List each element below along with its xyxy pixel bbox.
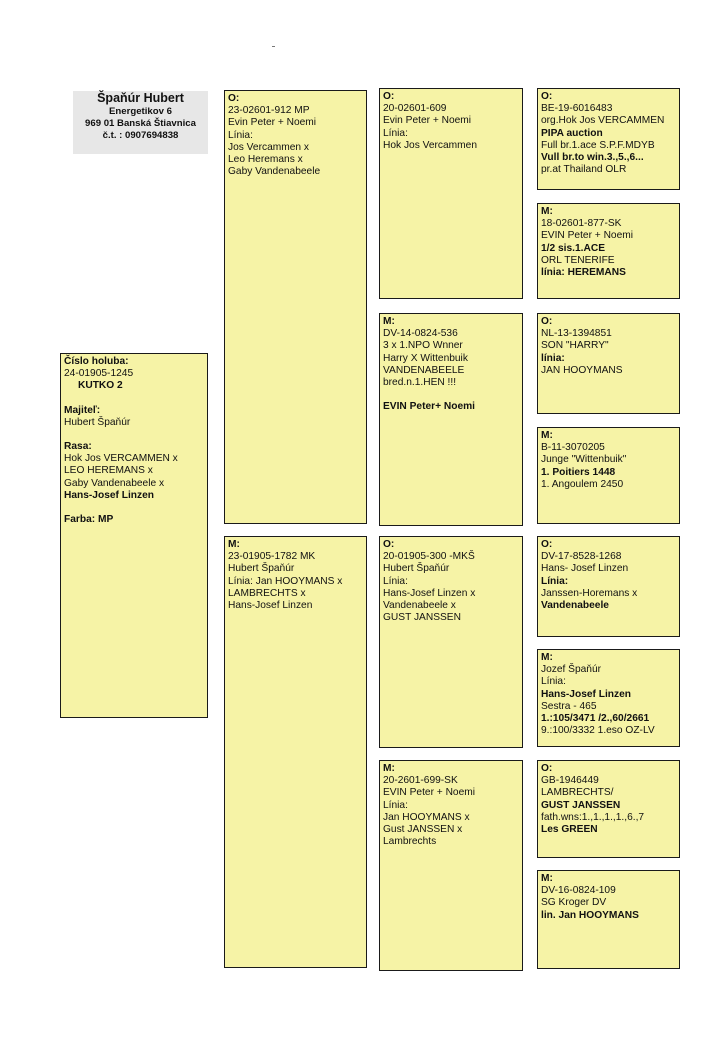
card-text-line: 24-01905-1245 xyxy=(64,368,134,380)
card-text-line: Gaby Vandenabeele xyxy=(228,166,321,178)
card-text-line: Hans-Josef Linzen xyxy=(64,489,155,501)
card-text-line: Vandenabeele xyxy=(541,600,609,612)
card-text-line: PIPA auction xyxy=(541,127,603,139)
card-text-line: Línia: xyxy=(228,129,253,141)
card-text-line: GUST JANSSEN xyxy=(541,799,621,811)
card-text-line: Rasa: xyxy=(64,441,92,453)
pigeon-card xyxy=(60,353,208,718)
card-text-line: Vandenabeele x xyxy=(383,600,456,612)
card-text-line: Jozef Špaňúr xyxy=(541,664,602,676)
spacer xyxy=(64,393,204,405)
card-text-line: 23-02601-912 MP xyxy=(228,105,310,117)
card-text-line: Línia: xyxy=(541,575,569,587)
card-role-label: O: xyxy=(228,93,240,104)
owner-phone: č.t. : 0907694838 xyxy=(102,130,179,141)
card-text-line: LAMBRECHTS x xyxy=(228,587,306,599)
card-text-line: Hans-Josef Linzen xyxy=(228,600,313,612)
card-text-line: Full br.1.ace S.P.F.MDYB xyxy=(541,139,655,151)
card-text-line: EVIN Peter + Noemi xyxy=(383,787,476,799)
mother-card xyxy=(224,536,367,968)
card-text-line: VANDENABEELE xyxy=(383,364,465,376)
card-text-line: GUST JANSSEN xyxy=(383,612,461,624)
card-text-line: bred.n.1.HEN !!! xyxy=(383,377,457,389)
ggp-fmm-card xyxy=(537,427,680,524)
card-text-line: 3 x 1.NPO Wnner xyxy=(383,340,463,352)
card-text-line: Línia: Jan HOOYMANS x xyxy=(228,575,343,587)
card-text-line: Hans- Josef Linzen xyxy=(541,563,629,575)
card-text-line: JAN HOOYMANS xyxy=(541,364,623,376)
card-text-line: ORL TENERIFE xyxy=(541,254,615,266)
card-text-line: LAMBRECHTS/ xyxy=(541,787,614,799)
card-text-line: pr.at Thailand OLR xyxy=(541,164,627,176)
ggp-mmf-card xyxy=(537,760,680,858)
ggp-mff-card xyxy=(537,536,680,637)
card-text-line: Gaby Vandenabeele x xyxy=(64,477,165,489)
card-text-line: DV-17-8528-1268 xyxy=(541,551,622,563)
card-text-line: Sestra - 465 xyxy=(541,700,597,712)
grandfather-maternal-card xyxy=(379,536,523,748)
card-text-line: BE-19-6016483 xyxy=(541,103,613,115)
card-text-line: Jan HOOYMANS x xyxy=(383,811,470,823)
card-text-line: Gust JANSSEN x xyxy=(383,824,463,836)
card-text-line: EVIN Peter+ Noemi xyxy=(383,401,476,413)
card-text-line: 1. Angoulem 2450 xyxy=(541,478,624,490)
card-role-label: O: xyxy=(541,763,553,774)
spacer xyxy=(383,389,519,401)
card-text-line: Línia: xyxy=(383,799,408,811)
owner-street: Energetikov 6 xyxy=(109,106,172,117)
card-text-line: EVIN Peter + Noemi xyxy=(541,230,634,242)
grandmother-paternal-card xyxy=(379,313,523,526)
card-text-line: 20-01905-300 -MKŠ xyxy=(383,551,475,563)
card-role-label: M: xyxy=(383,763,395,774)
card-text-line: Farba: MP xyxy=(64,514,114,526)
card-text-line: Línia: xyxy=(383,127,408,139)
card-role-label: M: xyxy=(541,652,553,663)
card-text-line: Evin Peter + Noemi xyxy=(383,115,472,127)
card-role-label: Číslo holuba: xyxy=(64,356,129,367)
card-text-line: 20-02601-609 xyxy=(383,103,447,115)
card-text-line: NL-13-1394851 xyxy=(541,328,612,340)
spacer xyxy=(64,502,204,514)
card-text-line: org.Hok Jos VERCAMMEN xyxy=(541,115,665,127)
card-text-line: Línia: xyxy=(383,575,408,587)
card-role-label: O: xyxy=(541,91,553,102)
card-role-label: M: xyxy=(541,873,553,884)
owner-name: Špaňúr Hubert xyxy=(97,91,184,105)
card-text-line: Hans-Josef Linzen x xyxy=(383,587,476,599)
card-text-line: 9.:100/3332 1.eso OZ-LV xyxy=(541,725,655,737)
card-text-line: línia: xyxy=(541,352,565,364)
father-card xyxy=(224,90,367,524)
card-text-line: KUTKO 2 xyxy=(78,380,123,392)
card-text-line: 18-02601-877-SK xyxy=(541,218,622,230)
spacer xyxy=(64,429,204,441)
owner-header xyxy=(73,91,208,154)
card-text-line: Hans-Josef Linzen xyxy=(541,688,632,700)
card-role-label: M: xyxy=(541,206,553,217)
card-text-line: Harry X Wittenbuik xyxy=(383,352,468,364)
card-text-line: 20-2601-699-SK xyxy=(383,775,458,787)
card-text-line: Majiteľ: xyxy=(64,404,101,416)
card-text-line: B-11-3070205 xyxy=(541,442,605,454)
ggp-mfm-card xyxy=(537,649,680,747)
card-role-label: M: xyxy=(228,539,240,550)
card-text-line: Hok Jos VERCAMMEN x xyxy=(64,453,178,465)
scan-mark xyxy=(272,46,275,47)
card-role-label: O: xyxy=(541,316,553,327)
owner-city: 969 01 Banská Štiavnica xyxy=(85,118,196,129)
ggp-fmf-card xyxy=(537,313,680,414)
card-role-label: M: xyxy=(541,430,553,441)
card-text-line: DV-16-0824-109 xyxy=(541,885,616,897)
card-role-label: O: xyxy=(383,91,395,102)
card-text-line: Leo Heremans x xyxy=(228,154,303,166)
card-text-line: LEO HEREMANS x xyxy=(64,465,153,477)
card-text-line: Hubert Špaňúr xyxy=(383,563,450,575)
card-role-label: O: xyxy=(383,539,395,550)
card-role-label: M: xyxy=(383,316,395,327)
card-text-line: Hubert Špaňúr xyxy=(228,563,295,575)
ggp-ffm-card xyxy=(537,203,680,299)
ggp-fff-card xyxy=(537,88,680,190)
grandfather-paternal-card xyxy=(379,88,523,299)
card-text-line: 1/2 sis.1.ACE xyxy=(541,242,605,254)
card-text-line: DV-14-0824-536 xyxy=(383,328,458,340)
card-text-line: 23-01905-1782 MK xyxy=(228,551,316,563)
card-text-line: 1.:105/3471 /2.,60/2661 xyxy=(541,713,650,725)
card-text-line: Vull br.to win.3.,5.,6... xyxy=(541,152,644,164)
ggp-mmm-card xyxy=(537,870,680,969)
grandmother-maternal-card xyxy=(379,760,523,971)
card-text-line: fath.wns:1.,1.,1.,1.,6.,7 xyxy=(541,811,645,823)
card-text-line: 1. Poitiers 1448 xyxy=(541,466,616,478)
card-text-line: Evin Peter + Noemi xyxy=(228,117,317,129)
card-text-line: Les GREEN xyxy=(541,824,598,836)
card-role-label: O: xyxy=(541,539,553,550)
card-text-line: Jos Vercammen x xyxy=(228,141,309,153)
card-text-line: GB-1946449 xyxy=(541,775,599,787)
card-text-line: Lambrechts xyxy=(383,836,437,848)
card-text-line: línia: HEREMANS xyxy=(541,267,626,279)
card-text-line: Línia: xyxy=(541,676,566,688)
card-text-line: Hubert Špaňúr xyxy=(64,416,131,428)
card-text-line: lin. Jan HOOYMANS xyxy=(541,909,639,921)
card-text-line: SG Kroger DV xyxy=(541,897,607,909)
card-text-line: Hok Jos Vercammen xyxy=(383,139,477,151)
card-text-line: Janssen-Horemans x xyxy=(541,587,638,599)
card-text-line: Junge "Wittenbuik" xyxy=(541,454,627,466)
card-text-line: SON "HARRY" xyxy=(541,340,609,352)
